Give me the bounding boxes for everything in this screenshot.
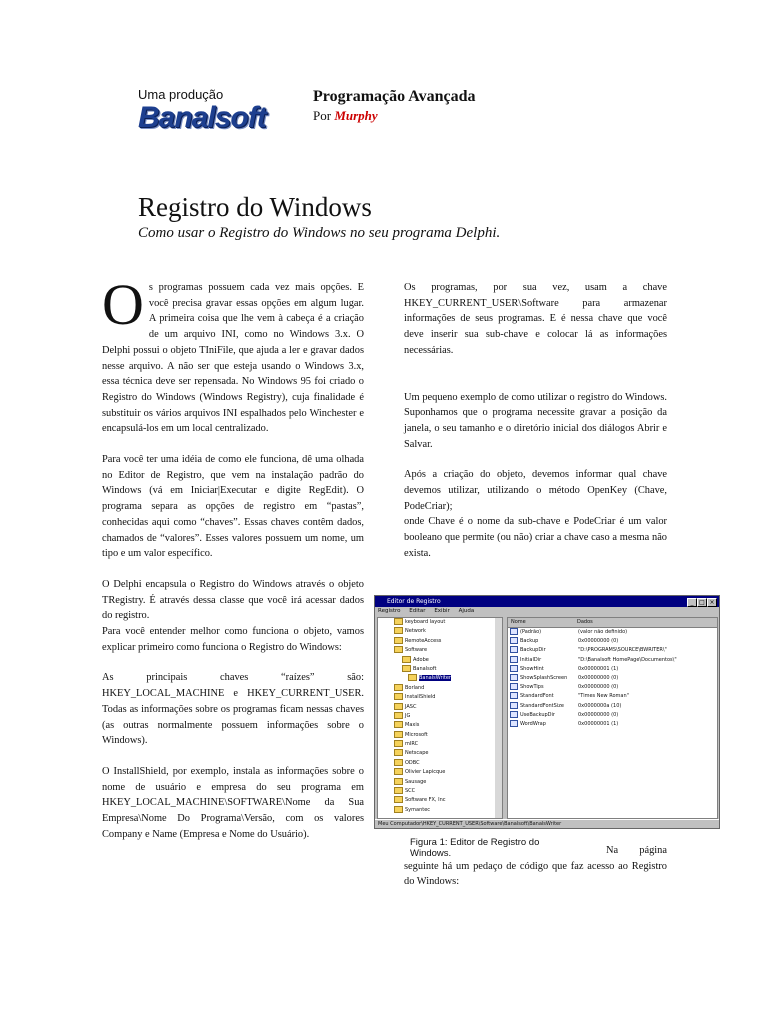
- tree-item: [378, 637, 502, 646]
- paragraph: As principais chaves “raízes” são: HKEY_LOCAL_MACHINE e HKEY_CURRENT_USER. Todas as informações sobre os programas ficam nessas chaves (as outras normalmente possuem informações sobre o Windows).: [102, 672, 364, 747]
- tree-item-label: SCC: [405, 788, 416, 795]
- paragraph: O InstallShield, por exemplo, instala as informações sobre o nome de usuário e empresa do seu programa em HKEY_LOCAL_MACHINE\SOFTWARE\Nome da Sua Empresa\Nome Do Programa\Versão, com os valores Company e Name (Empresa e Nome do Usuário).: [102, 765, 364, 840]
- folder-icon: [394, 740, 403, 747]
- article-title: Registro do Windows: [138, 192, 372, 222]
- tree-item: [378, 796, 502, 805]
- value-name: Backup: [520, 638, 539, 645]
- value-icon: [510, 720, 518, 727]
- folder-icon: [394, 627, 403, 634]
- left-column: [102, 272, 364, 843]
- tree-item-label: Banalsoft: [413, 665, 437, 672]
- tree-item: [378, 656, 502, 665]
- tree-item-label: Netscape: [405, 750, 429, 757]
- list-row: [508, 720, 717, 729]
- right-column: [404, 280, 667, 562]
- tree-item: [378, 768, 502, 777]
- tree-item-label: Adobe: [413, 656, 429, 663]
- paragraph: Os programas, por sua vez, usam a chave HKEY_CURRENT_USER\Software para armazenar informações de seus programas. E é nessa chave que você deve inserir sua sub-chave e colocar lá as informações necessárias.: [404, 282, 667, 356]
- drop-cap: O: [102, 272, 144, 337]
- right-column-continued: [404, 843, 667, 890]
- author-name: Murphy: [334, 108, 378, 123]
- list-row: [508, 702, 717, 711]
- tree-item: [378, 674, 502, 683]
- paragraph-word: página: [639, 845, 667, 856]
- folder-icon: [394, 712, 403, 719]
- window-title: Editor de Registro: [387, 598, 441, 605]
- tree-item: [378, 740, 502, 749]
- value-name: ShowSplashScreen: [520, 674, 568, 681]
- folder-icon: [402, 665, 411, 672]
- tree-item-label: Symantec: [405, 806, 431, 813]
- tree-item-label: Microsoft: [405, 731, 428, 738]
- paragraph: seguinte há um pedaço de código que faz acesso ao Registro do Windows:: [404, 860, 667, 888]
- tree-item: [378, 731, 502, 740]
- value-icon: [510, 628, 518, 635]
- folder-icon: [394, 806, 403, 813]
- value-name: BackupDir: [520, 647, 546, 654]
- value-name: StandardFontSize: [520, 702, 564, 709]
- tree-item-label: Network: [405, 628, 426, 635]
- tree-item: [378, 778, 502, 787]
- registry-editor-screenshot: [374, 595, 720, 829]
- folder-icon: [394, 749, 403, 756]
- status-bar: Meu Computador\HKEY_CURRENT_USER\Software\Banalsoft\BanalsWriter: [375, 819, 719, 828]
- tree-item: [378, 787, 502, 796]
- tree-item-label: Sausage: [405, 778, 427, 785]
- list-row: [508, 637, 717, 646]
- tree-item: [378, 712, 502, 721]
- value-icon: [510, 656, 518, 663]
- paragraph: Após a criação do objeto, devemos informar qual chave devemos utilizar, utilizando o método OpenKey (Chave, PodeCriar);: [404, 469, 667, 512]
- folder-icon: [394, 646, 403, 653]
- folder-icon: [394, 618, 403, 625]
- tree-item-label: InstallShield: [405, 694, 436, 701]
- value-data: "D:\PROGRAMS\SOURCE\BWRITER\": [578, 647, 667, 654]
- paragraph: [102, 272, 364, 437]
- folder-icon: [394, 693, 403, 700]
- menu-editar: Editar: [409, 608, 426, 614]
- paragraph-text: s programas possuem cada vez mais opções. E você precisa gravar essas opções em algum lugar. A primeira coisa que lhe vem à cabeça é a criação de um arquivo INI, como no Windows 3.x. O Delphi possui o objeto TIniFile, que ajuda a ler e gravar dados nesse arquivo. A não ser que esteja usando o Windows 3.x, essa técnica deve ser repensada. No Windows 95 foi criado o Registro do Windows (Windows Registry), cuja finalidade é substituir os vários arquivos INI espalhados pelo Winchester e encapsulá-los em um local centralizado.: [102, 282, 364, 435]
- value-data: 0x00000001 (1): [578, 720, 619, 727]
- tree-item-label: JG: [405, 712, 411, 719]
- column-header-nome: Nome: [511, 619, 526, 625]
- value-data: "D:\Banalsoft HomePage\Documentos\": [578, 656, 677, 663]
- value-name: WordWrap: [520, 720, 546, 727]
- value-data: 0x00000000 (0): [578, 711, 619, 718]
- tree-item: [378, 703, 502, 712]
- value-data: 0x00000000 (0): [578, 638, 619, 645]
- value-name: StandardFont: [520, 693, 554, 700]
- paragraph: Para você entender melhor como funciona o objeto, vamos explicar primeiro como funciona o Registro do Windows:: [102, 626, 364, 653]
- value-icon: [510, 702, 518, 709]
- value-icon: [510, 674, 518, 681]
- banalsoft-logo: Banalsoft: [138, 101, 266, 134]
- value-name: (Padrão): [520, 629, 542, 635]
- tree-item: [378, 627, 502, 636]
- value-icon: [510, 646, 518, 653]
- window-menubar: [375, 607, 719, 616]
- tree-item: [378, 806, 502, 815]
- tree-item: [378, 693, 502, 702]
- tree-item-label: BanalsWriter: [419, 675, 451, 682]
- paragraph-word: Na: [606, 845, 619, 856]
- tree-item-label: Maxis: [405, 722, 420, 729]
- folder-icon: [402, 656, 411, 663]
- producao-label: Uma produção: [138, 87, 224, 102]
- value-name: ShowHint: [520, 665, 544, 672]
- tree-item-label: JASC: [405, 703, 417, 710]
- menu-exibir: Exibir: [434, 608, 450, 614]
- list-row: [508, 692, 717, 701]
- minimize-icon: _: [687, 598, 697, 607]
- registry-tree: [377, 617, 503, 819]
- value-data: 0x00000001 (1): [578, 665, 619, 672]
- tree-item-label: keyboard layout: [405, 619, 446, 625]
- paragraph: Para você ter uma idéia de como ele funciona, dê uma olhada no Editor de Registro, que vem na instalação padrão do Windows (vá em Iniciar|Executar e digite RegEdit). O programa separa as opções de registro em “pastas”, conhecidas aqui como “chaves”. Essas chaves contêm dados, chamados de “valores”. Esses valores possuem um nome, um tipo e um valor específico.: [102, 454, 364, 560]
- tree-item-label: Borland: [405, 684, 425, 691]
- tree-item: [378, 684, 502, 693]
- folder-icon: [394, 703, 403, 710]
- tree-item: [378, 646, 502, 655]
- maximize-icon: □: [697, 598, 707, 607]
- folder-icon: [394, 637, 403, 644]
- menu-registro: Registro: [378, 608, 401, 614]
- value-data: 0x0000000a (10): [578, 702, 622, 709]
- tree-item: [378, 618, 502, 627]
- list-row: [508, 646, 717, 655]
- figure-caption: Figura 1: Editor de Registro do Windows.: [410, 837, 540, 859]
- tree-item-label: Olivier Lapicque: [405, 769, 446, 776]
- list-row: [508, 665, 717, 674]
- folder-icon: [394, 731, 403, 738]
- list-row: [508, 674, 717, 683]
- window-titlebar: [375, 596, 719, 607]
- value-icon: [510, 683, 518, 690]
- value-icon: [510, 637, 518, 644]
- folder-icon: [394, 759, 403, 766]
- tree-item: [378, 749, 502, 758]
- byline: [313, 108, 378, 124]
- paragraph: O Delphi encapsula o Registro do Windows através o objeto TRegistry. É através dessa classe que você irá acessar dados do registro.: [102, 578, 364, 622]
- list-row: [508, 656, 717, 665]
- value-name: ShowTips: [520, 684, 544, 691]
- value-name: UseBackupDir: [520, 711, 555, 718]
- paragraph: Um pequeno exemplo de como utilizar o registro do Windows. Suponhamos que o programa necessite gravar a posição da janela, o seu tamanho e o diretório inicial dos diálogos Abrir e Salvar.: [404, 391, 667, 450]
- tree-item: [378, 759, 502, 768]
- list-row: [508, 683, 717, 692]
- tree-item-label: Software FX, Inc: [405, 797, 446, 804]
- value-icon: [510, 692, 518, 699]
- folder-icon: [394, 721, 403, 728]
- list-row: [508, 628, 717, 637]
- menu-ajuda: Ajuda: [458, 608, 475, 614]
- tree-scrollbar: [495, 618, 502, 818]
- close-icon: ×: [707, 598, 717, 607]
- folder-icon: [394, 787, 403, 794]
- article-subtitle: Como usar o Registro do Windows no seu programa Delphi.: [138, 225, 501, 241]
- paragraph: onde Chave é o nome da sub-chave e PodeCriar é um valor booleano que permite (ou não) criar a chave caso a mesma não exista.: [404, 516, 667, 559]
- value-data: 0x00000000 (0): [578, 684, 619, 691]
- value-icon: [510, 711, 518, 718]
- value-icon: [510, 665, 518, 672]
- tree-item-label: Software: [405, 647, 428, 654]
- folder-icon: [394, 684, 403, 691]
- tree-item-label: mIRC: [405, 741, 419, 748]
- tree-item-label: ODBC: [405, 759, 420, 766]
- registry-value-list: [507, 617, 718, 819]
- list-header: [508, 618, 717, 628]
- value-data: "Times New Roman": [578, 693, 629, 700]
- value-data: 0x00000000 (0): [578, 674, 619, 681]
- column-header-dados: Dados: [577, 619, 593, 625]
- value-data: (valor não definido): [578, 629, 628, 635]
- byline-prefix: Por: [313, 108, 332, 123]
- folder-icon: [394, 778, 403, 785]
- section-title: Programação Avançada: [313, 88, 476, 105]
- tree-item: [378, 721, 502, 730]
- folder-icon: [394, 768, 403, 775]
- value-name: InitialDir: [520, 656, 542, 663]
- tree-item: [378, 665, 502, 674]
- folder-icon: [394, 796, 403, 803]
- list-row: [508, 711, 717, 720]
- tree-item-label: RemoteAccess: [405, 637, 442, 644]
- folder-icon: [408, 674, 417, 681]
